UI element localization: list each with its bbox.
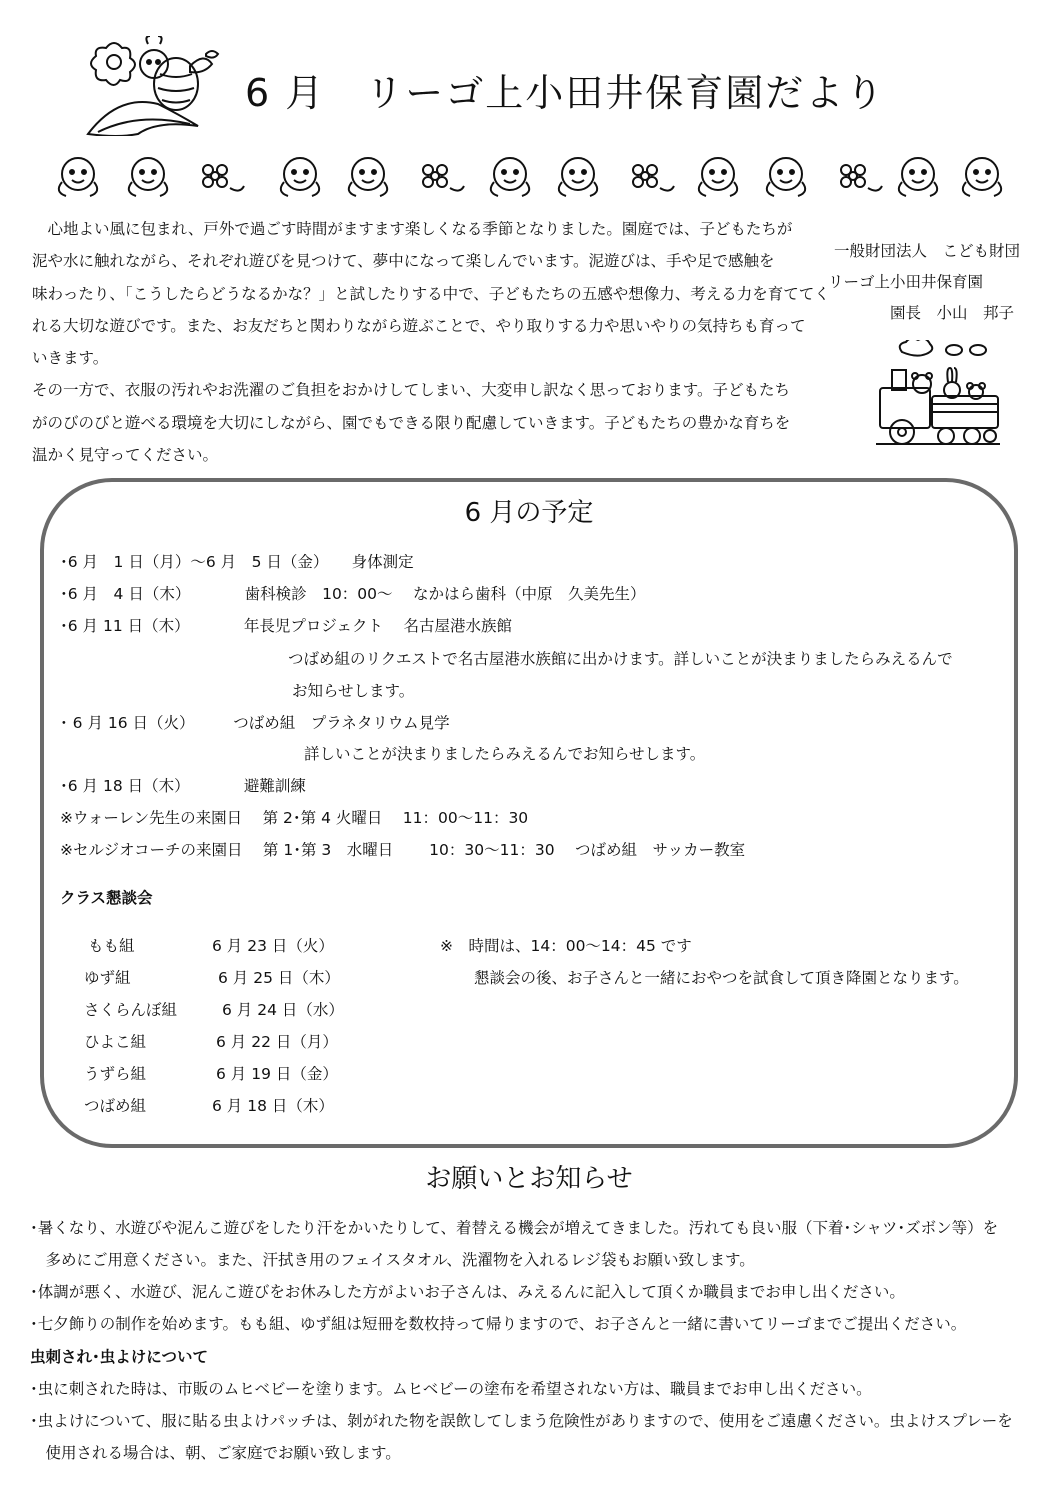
meeting-class: つばめ組 [84,1097,147,1115]
notice-line: 多めにご用意ください。また、汗拭き用のフェイスタオル、洗濯物を入れるレジ袋もお願い致します。 [30,1251,755,1269]
intro-line: 心地よい風に包まれ、戸外で過ごす時間がますます楽しくなる季節となりました。園庭では、子どもたちが [32,220,793,238]
child-icon [281,158,319,196]
organization-block [828,236,1043,329]
schedule-event-detail: つばめ組のリクエストで名古屋港水族館に出かけます。詳しいことが決まりましたらみえるんで [288,650,953,668]
meeting-class: もも組 [88,937,135,955]
visit-note: ※ウォーレン先生の来園日 第 2･第 4 火曜日 11：00～11：30 [60,809,529,827]
intro-line: 泥や水に触れながら、それぞれ遊びを見つけて、夢中になって楽しんでいます。泥遊びは、手や足で感触を [32,252,775,271]
schedule-event: ･ 6 月 16 日（火） つばめ組 プラネタリウム見学 [60,714,450,732]
flower-icon [91,43,135,85]
child-icon [559,158,597,196]
intro-message [32,213,830,471]
kids-border-illustration [50,152,1010,202]
page-title: 6 月 リーゴ上小田井保育園だより [245,71,886,115]
meeting-date: 6 月 19 日（金） [216,1065,338,1083]
schedule-event: ･6 月 11 日（木） 年長児プロジェクト 名古屋港水族館 [60,617,512,635]
schedule-event: ･6 月 4 日（木） 歯科検診 10：00～ なかはら歯科（中原 久美先生） [60,585,646,603]
insect-line: ･虫に刺された時は、市販のムヒベビーを塗ります。ムヒベビーの塗布を希望されない方は、職員までお申し出ください。 [30,1380,872,1398]
train-animals-illustration [872,340,1002,450]
bear-icon [913,375,931,393]
child-icon [963,158,1001,196]
organization-name: 一般財団法人 こども財団 [834,242,1021,260]
flower-icon [633,165,674,191]
child-icon [129,158,167,196]
meeting-snack-note: 懇談会の後、お子さんと一緒におやつを試食して頂き降園となります。 [474,969,969,987]
intro-line: その一方で、衣服の汚れやお洗濯のご負担をおかけしてしまい、大変申し訳なく思っております。子どもたち [32,381,790,400]
meeting-date: 6 月 25 日（木） [218,969,340,987]
intro-line: 温かく見守ってください。 [32,446,219,465]
insect-line: 使用される場合は、朝、ご家庭でお願い致します。 [30,1444,401,1462]
schedule-event: ･6 月 1 日（月）～6 月 5 日（金） 身体測定 [60,553,414,571]
meeting-date: 6 月 23 日（火） [212,937,334,955]
meeting-class: ひよこ組 [84,1033,147,1051]
meeting-heading: クラス懇談会 [60,889,153,907]
intro-line: がのびのびと遊べる環境を大切にしながら、園でもできる限り配慮していきます。子どもたちの豊かな育ちを [32,413,791,432]
child-icon [491,158,529,196]
flower-icon [203,165,244,191]
notices-title: お願いとお知らせ [425,1164,633,1194]
meeting-class: さくらんぼ組 [84,1001,178,1019]
meeting-time-note: ※ 時間は、14：00～14：45 です [440,937,692,955]
meeting-date: 6 月 24 日（水） [222,1001,344,1019]
intro-line: 味わったり、「こうしたらどうなるかな？」と試したりする中で、子どもたちの五感や想像力、考える力を育ててく [32,284,830,303]
child-icon [699,158,737,196]
schedule-event: ･6 月 18 日（木） 避難訓練 [60,777,306,795]
visit-note: ※セルジオコーチの来園日 第 1･第 3 水曜日 10：30～11：30 つばめ組 サッカー教室 [60,841,746,859]
director-name: 園長 小山 邦子 [890,304,1015,322]
flower-icon [423,165,464,191]
insect-heading: 虫刺され･虫よけについて [30,1348,208,1366]
notice-line: ･暑くなり、水遊びや泥んこ遊びをしたり汗をかいたりして、着替える機会が増えてきました。汚れても良い服（下着･シャツ･ズボン等）を [30,1219,999,1237]
schedule-title: 6 月の予定 [464,498,594,528]
meeting-class: うずら組 [84,1065,147,1083]
intro-line: いきます。 [32,349,109,368]
child-icon [59,158,97,196]
intro-line: れる大切な遊びです。また、お友だちと関わりながら遊ぶことで、やり取りする力や思いやりの気持ちも育って [32,316,806,335]
meeting-class: ゆず組 [84,969,131,987]
child-icon [349,158,387,196]
insect-line: ･虫よけについて、服に貼る虫よけパッチは、剝がれた物を誤飲してしまう危険性がありますので、使用をご遠慮ください。虫よけスプレーを [30,1412,1013,1430]
child-icon [899,158,937,196]
meeting-date: 6 月 18 日（木） [212,1097,334,1115]
notice-line: ･七夕飾りの制作を始めます。もも組、ゆず組は短冊を数枚持って帰りますので、お子さんと一緒に書いてリーゴまでご提出ください。 [30,1315,967,1333]
school-name: リーゴ上小田井保育園 [828,273,984,291]
child-icon [767,158,805,196]
notice-line: ･体調が悪く、水遊び、泥んこ遊びをお休みした方がよいお子さんは、みえるんに記入して頂くか職員までお申し出ください。 [30,1283,905,1301]
meeting-date: 6 月 22 日（月） [216,1033,338,1051]
flower-icon [841,165,882,191]
schedule-event-detail: 詳しいことが決まりましたらみえるんでお知らせします。 [304,745,706,763]
flower-bee-illustration [68,36,228,136]
schedule-event-detail: お知らせします。 [292,682,415,700]
